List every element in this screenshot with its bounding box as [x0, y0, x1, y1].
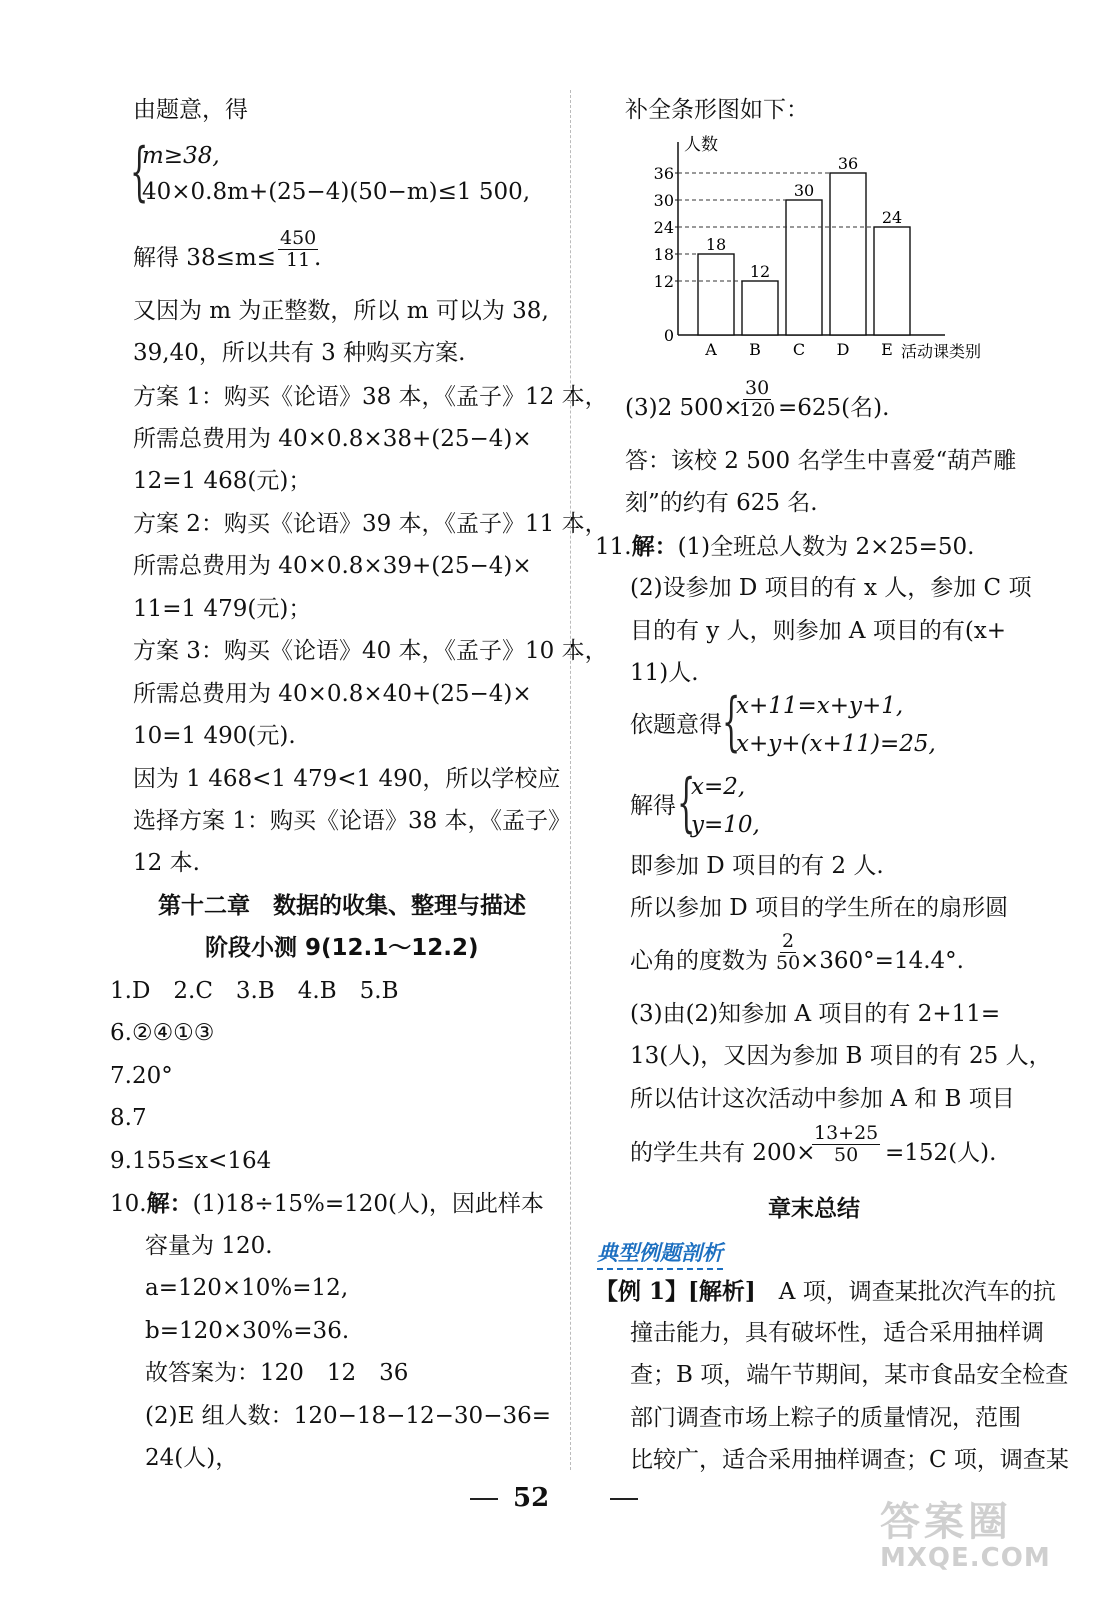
- text-line: 即参加 D 项目的有 2 人.: [630, 853, 884, 879]
- text-line: 又因为 m 为正整数，所以 m 可以为 38,: [133, 298, 549, 324]
- text-line: 刻”的约有 625 名.: [625, 490, 818, 516]
- text-line: 解得 38≤m≤: [133, 245, 276, 271]
- answer-line: [110, 1190, 544, 1219]
- section-title: 阶段小测 9(12.1～12.2): [205, 935, 479, 961]
- brace: {: [722, 685, 741, 759]
- y-tick-label: 30: [653, 191, 674, 210]
- bar-chart: [640, 132, 1020, 364]
- numerator: 13+25: [814, 1122, 879, 1144]
- text-line: 容量为 120.: [145, 1233, 273, 1259]
- bar-value-label: 12: [749, 262, 771, 281]
- watermark-logo: [880, 1490, 1100, 1595]
- text-line: (3)由(2)知参加 A 项目的有 2+11=: [630, 1001, 1001, 1027]
- text-line: 39,40，所以共有 3 种购买方案.: [133, 340, 466, 366]
- text-line: ×360°=14.4°.: [800, 948, 964, 974]
- text-line: 所以参加 D 项目的学生所在的扇形圆: [630, 895, 1009, 921]
- chapter-title: 第十二章 数据的收集、整理与描述: [158, 893, 526, 919]
- text-line: 部门调查市场上粽子的质量情况，范围: [630, 1405, 1021, 1431]
- numerator: 2: [782, 930, 795, 952]
- text-line: 12=1 468(元)；: [133, 468, 312, 494]
- denominator: 11: [286, 248, 311, 271]
- answer-line: 6.②④①③: [110, 1020, 215, 1046]
- watermark-text: 答案圈: [880, 1499, 1012, 1545]
- answer-line: [595, 533, 975, 562]
- answer-text: (1)18÷15%=120(人)，因此样本: [192, 1191, 544, 1217]
- text-line: 24(人)，: [145, 1445, 239, 1471]
- example-text: A 项，调查某批次汽车的抗: [755, 1279, 1056, 1305]
- answer-line: 9.155≤x<164: [110, 1148, 272, 1174]
- text-line: 13(人)，又因为参加 B 项目的有 25 人，: [630, 1043, 1052, 1069]
- bar: [830, 173, 866, 335]
- text-line: (2)E 组人数：120−18−12−30−36=: [145, 1403, 552, 1429]
- text-line: a=120×10%=12,: [145, 1275, 349, 1301]
- category-label: D: [836, 340, 850, 359]
- category-label: C: [792, 340, 806, 359]
- denominator: 120: [739, 398, 776, 421]
- example-label: 【例 1】[解析]: [595, 1278, 756, 1305]
- equation-line: 40×0.8m+(25−4)(50−m)≤1 500,: [142, 179, 531, 205]
- text-line: 11)人.: [630, 660, 699, 686]
- category-label: E: [881, 340, 893, 359]
- page-number: 52: [513, 1483, 550, 1513]
- equation-line: x+11=x+y+1,: [736, 693, 904, 719]
- text-line: 解得: [630, 793, 676, 819]
- bar: [874, 227, 910, 335]
- question-number: 10.: [110, 1191, 147, 1217]
- text-line: .: [314, 245, 322, 271]
- fraction: [774, 931, 802, 974]
- denominator: 50: [776, 951, 801, 974]
- bar-value-label: 36: [837, 154, 859, 173]
- bar: [698, 254, 734, 335]
- text-line: 撞击能力，具有破坏性，适合采用抽样调: [630, 1320, 1044, 1346]
- equation-line: y=10,: [691, 812, 760, 838]
- text-line: 的学生共有 200×: [630, 1140, 816, 1166]
- category-label: A: [705, 340, 717, 359]
- equation-line: m≥38,: [142, 143, 220, 169]
- text-line: 因为 1 468<1 479<1 490，所以学校应: [133, 766, 561, 792]
- solution-label: 解：: [631, 533, 678, 560]
- text-line: 故答案为：120 12 36: [145, 1360, 409, 1386]
- bar-value-label: 18: [705, 235, 727, 254]
- fraction: [812, 1123, 880, 1166]
- denominator: 50: [834, 1143, 859, 1166]
- answer-text: (1)全班总人数为 2×25=50.: [677, 534, 975, 560]
- brace: {: [130, 135, 149, 209]
- y-tick-label: 12: [653, 272, 674, 291]
- text-line: 所以估计这次活动中参加 A 和 B 项目: [630, 1086, 1015, 1112]
- equation-line: x=2,: [691, 774, 746, 800]
- question-number: 11.: [595, 534, 632, 560]
- solution-label: 解：: [146, 1190, 193, 1217]
- category-label: B: [749, 340, 761, 359]
- text-line: 12 本.: [133, 850, 200, 876]
- text-line: 10=1 490(元).: [133, 723, 296, 749]
- y-tick-label: 18: [653, 245, 674, 264]
- text-line: [595, 1278, 1056, 1307]
- brace: {: [677, 766, 696, 840]
- equation-line: x+y+(x+11)=25,: [736, 731, 936, 757]
- text-line: 方案 3：购买《论语》40 本，《孟子》10 本，: [133, 638, 608, 664]
- text-line: 补全条形图如下：: [625, 97, 809, 123]
- text-line: 查；B 项，端午节期间，某市食品安全检查: [630, 1362, 1069, 1388]
- text-line: 11=1 479(元)；: [133, 596, 312, 622]
- column-divider: [570, 90, 571, 1470]
- x-axis-label: 活动课类别: [901, 342, 982, 361]
- text-line: 心角的度数为: [630, 948, 768, 974]
- text-line: 依题意得: [630, 712, 722, 738]
- text-line: 所需总费用为 40×0.8×39+(25−4)×: [133, 553, 532, 579]
- text-line: 由题意，得: [133, 97, 248, 123]
- text-line: (2)设参加 D 项目的有 x 人，参加 C 项: [630, 575, 1032, 601]
- text-line: b=120×30%=36.: [145, 1318, 350, 1344]
- text-line: 方案 2：购买《论语》39 本，《孟子》11 本，: [133, 511, 608, 537]
- y-tick-label: 24: [653, 218, 674, 237]
- answer-line: 7.20°: [110, 1063, 173, 1089]
- y-tick-label: 36: [653, 164, 674, 183]
- text-line: 选择方案 1：购买《论语》38 本，《孟子》: [133, 808, 572, 834]
- text-line: 比较广，适合采用抽样调查；C 项，调查某: [630, 1447, 1069, 1473]
- text-line: 答：该校 2 500 名学生中喜爱“葫芦雕: [625, 448, 1017, 474]
- footer-dash: [470, 1498, 498, 1500]
- bar-value-label: 30: [793, 181, 815, 200]
- bar: [786, 200, 822, 335]
- bar: [742, 281, 778, 335]
- fraction: [737, 378, 777, 421]
- numerator: 30: [745, 377, 770, 399]
- text-line: =625(名).: [778, 395, 890, 421]
- section-tag: 典型例题剖析: [597, 1237, 723, 1270]
- y-axis-label: 人数: [684, 135, 718, 155]
- text-line: (3)2 500×: [625, 395, 743, 421]
- text-line: 目的有 y 人，则参加 A 项目的有(x+: [630, 618, 1007, 644]
- answer-line: 8.7: [110, 1105, 147, 1131]
- bar-value-label: 24: [881, 208, 903, 227]
- answer-line: 1.D 2.C 3.B 4.B 5.B: [110, 978, 399, 1004]
- watermark-url: MXQE.COM: [880, 1543, 1051, 1573]
- text-line: 所需总费用为 40×0.8×38+(25−4)×: [133, 426, 532, 452]
- section-title: 章末总结: [768, 1196, 860, 1222]
- footer-dash: [610, 1498, 638, 1500]
- text-line: 所需总费用为 40×0.8×40+(25−4)×: [133, 681, 532, 707]
- text-line: 方案 1：购买《论语》38 本，《孟子》12 本，: [133, 384, 608, 410]
- text-line: =152(人).: [885, 1140, 997, 1166]
- numerator: 450: [280, 227, 317, 249]
- y-tick-label: 0: [663, 326, 674, 345]
- fraction: [278, 228, 318, 271]
